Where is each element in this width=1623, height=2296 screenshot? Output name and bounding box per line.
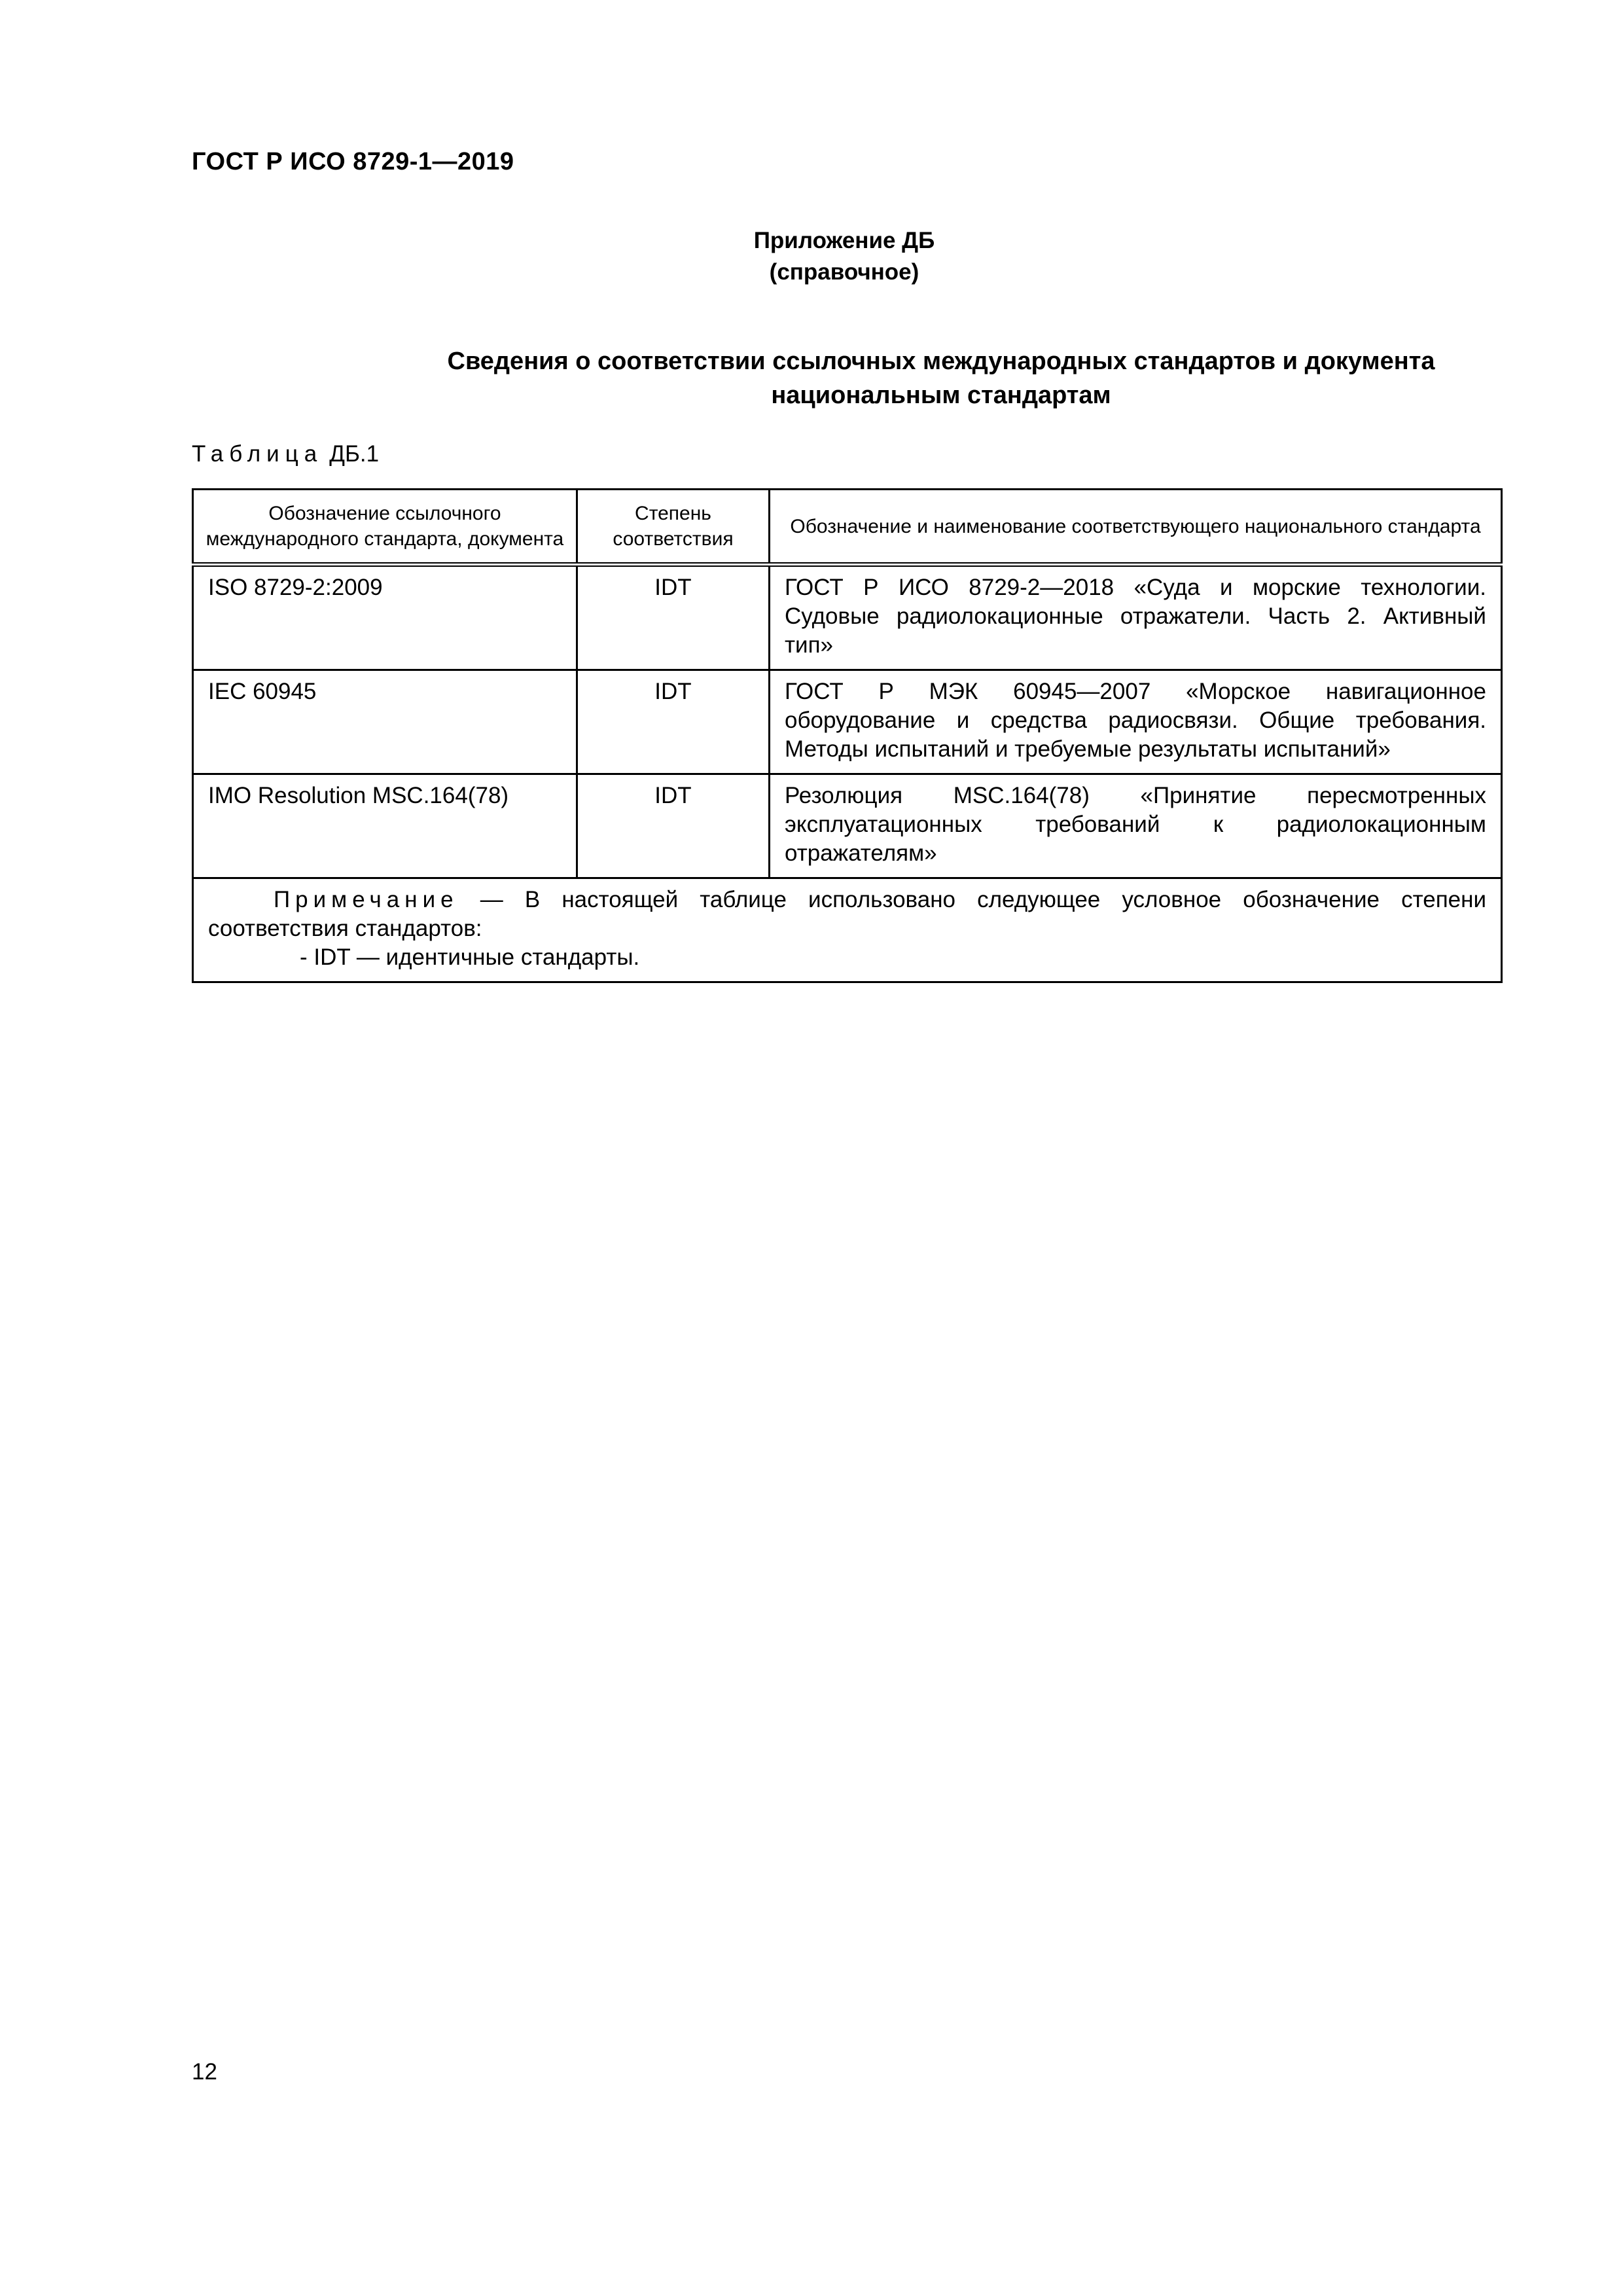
table-row xyxy=(193,670,1502,774)
appendix-heading xyxy=(0,225,1623,288)
note-item: - IDT — идентичные стандарты. xyxy=(300,944,640,970)
page-number: 12 xyxy=(192,2059,217,2085)
document-title-line1: Сведения о соответствии ссылочных международных стандартов и документа xyxy=(447,348,1435,375)
cell-reference: ISO 8729-2:2009 xyxy=(193,565,577,670)
table-caption-word: Таблица xyxy=(192,441,323,467)
table-caption-number: ДБ.1 xyxy=(329,441,380,467)
appendix-type: (справочное) xyxy=(769,259,919,285)
appendix-title: Приложение ДБ xyxy=(753,228,935,253)
column-header-national: Обозначение и наименование соответствующего национального стандарта xyxy=(770,490,1502,565)
cell-degree: IDT xyxy=(577,670,770,774)
note-text: — В настоящей таблице использовано следующее условное обозначение степени соответствия стандартов: xyxy=(208,887,1486,941)
document-title xyxy=(192,344,1501,412)
cell-degree: IDT xyxy=(577,774,770,878)
column-header-degree: Степень соответствия xyxy=(577,490,770,565)
note-paragraph xyxy=(208,886,1486,943)
column-header-reference: Обозначение ссылочного международного стандарта, документа xyxy=(193,490,577,565)
cell-reference: IMO Resolution MSC.164(78) xyxy=(193,774,577,878)
table-note xyxy=(193,878,1502,982)
table-note-row xyxy=(193,878,1502,982)
table-header-row xyxy=(193,490,1502,565)
table-row xyxy=(193,774,1502,878)
table-row xyxy=(193,565,1502,670)
cell-national: ГОСТ Р МЭК 60945—2007 «Морское навигационное оборудование и средства радиосвязи. Общие требования. Методы испытаний и требуемые результаты испытаний» xyxy=(770,670,1502,774)
table-caption xyxy=(192,441,379,467)
cell-national: ГОСТ Р ИСО 8729-2—2018 «Суда и морские технологии. Судовые радиолокационные отражатели. Часть 2. Активный тип» xyxy=(770,565,1502,670)
standard-header: ГОСТ Р ИСО 8729-1—2019 xyxy=(192,148,514,175)
note-label: Примечание xyxy=(274,887,459,912)
cell-national: Резолюция MSC.164(78) «Принятие пересмотренных эксплуатационных требований к радиолокационным отражателям» xyxy=(770,774,1502,878)
document-title-line2: национальным стандартам xyxy=(771,382,1111,409)
cell-reference: IEC 60945 xyxy=(193,670,577,774)
correspondence-table xyxy=(192,488,1503,983)
cell-degree: IDT xyxy=(577,565,770,670)
